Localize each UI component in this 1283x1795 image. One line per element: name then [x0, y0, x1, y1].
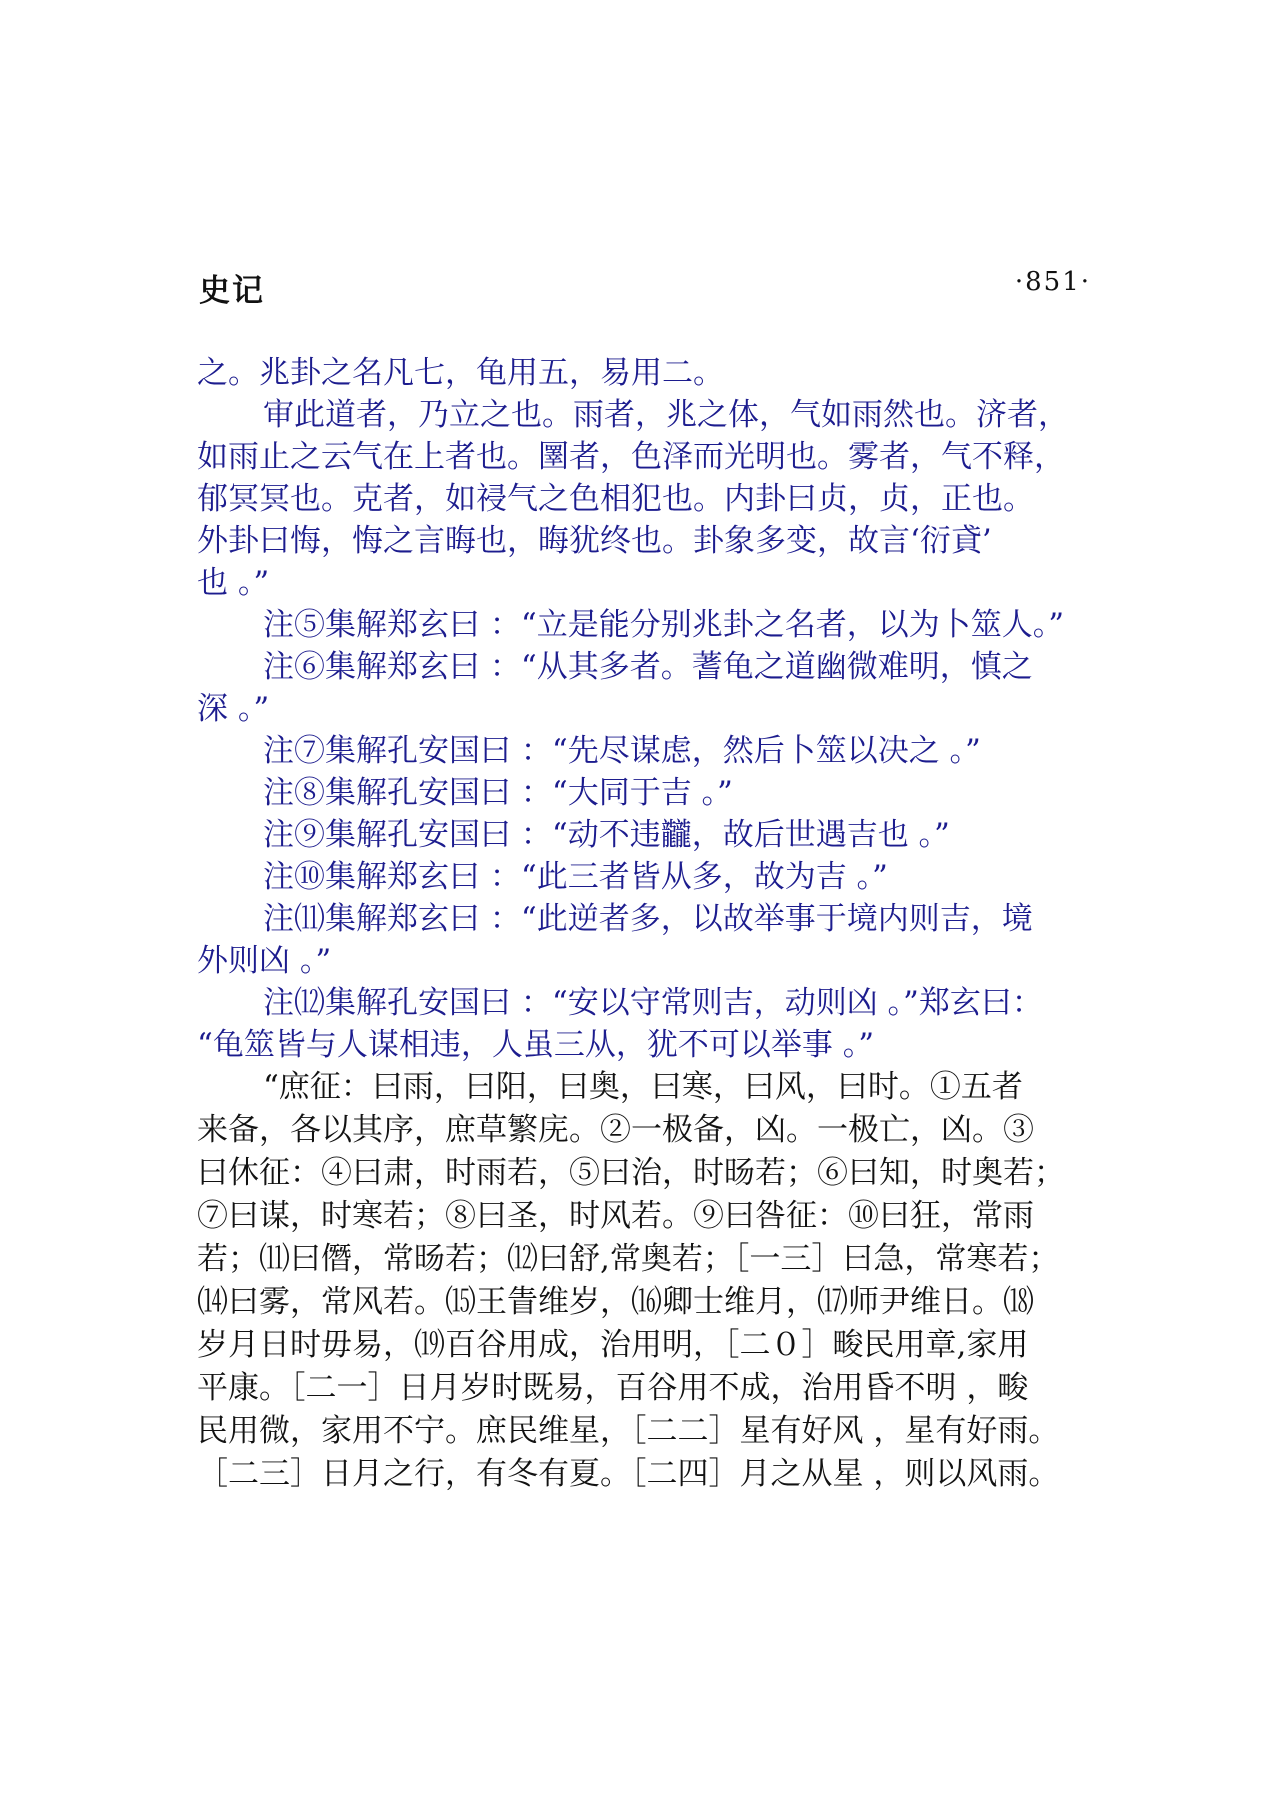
book-title: 史记: [199, 273, 265, 309]
note-line: 注⑤集解郑玄曰 ：“立是能分别兆卦之名者，以为卜筮人。”: [263, 607, 1065, 643]
note-line: 注⑥集解郑玄曰 ：“从其多者。蓍龟之道幽微难明，慎之: [263, 649, 1033, 685]
text-line: 深 。”: [197, 691, 270, 727]
page-body: [197, 352, 1117, 1496]
main-text-line: 民用微，家用不宁。庶民维星，［二二］星有好风 ，星有好雨。: [197, 1413, 1060, 1449]
main-text-line: “庶征：曰雨，曰阳，曰奥，曰寒，曰风，曰时。①五者: [263, 1069, 1023, 1105]
page-number: ·851·: [1014, 267, 1091, 297]
text-line: 外卦曰悔，悔之言晦也，晦犹终也。卦象多变，故言‘衍貣’: [197, 523, 992, 559]
main-text-line: 岁月日时毋易，⒆百谷用成，治用明，［二０］畯民用章,家用: [197, 1327, 1029, 1363]
text-line: 也 。”: [197, 565, 270, 601]
main-text-line: 来备，各以其序，庶草繁庑。②一极备，凶。一极亡，凶。③: [197, 1112, 1034, 1148]
main-text-line: 平康。［二一］日月岁时既易，百谷用不成，治用昏不明 ，畯: [197, 1370, 1029, 1406]
note-line: 注⑩集解郑玄曰 ：“此三者皆从多，故为吉 。”: [263, 859, 888, 895]
note-line: 注⑾集解郑玄曰 ：“此逆者多，以故举事于境内则吉，境: [263, 901, 1033, 937]
note-line: 注⑧集解孔安国曰 ：“大同于吉 。”: [263, 775, 733, 811]
main-text-line: ［二三］日月之行，有冬有夏。［二四］月之从星 ，则以风雨。: [197, 1456, 1060, 1492]
text-line: 如雨止之云气在上者也。圛者，色泽而光明也。雾者，气不释，: [197, 439, 1065, 475]
text-line: 审此道者，乃立之也。雨者，兆之体，气如雨然也。济者，: [263, 397, 1069, 433]
text-line: 外则凶 。”: [197, 943, 332, 979]
main-text-line: ⑦曰谋，时寒若；⑧曰圣，时风若。⑨曰咎征：⑩曰狂，常雨: [197, 1198, 1034, 1234]
note-line: 注⑨集解孔安国曰 ：“动不违龖，故后世遇吉也 。”: [263, 817, 950, 853]
text-line: 之。兆卦之名凡七，龟用五，易用二。: [197, 355, 724, 391]
note-line: 注⑦集解孔安国曰 ：“先尽谋虑，然后卜筮以决之 。”: [263, 733, 981, 769]
main-text-line: 曰休征：④曰肃，时雨若，⑤曰治，时旸若；⑥曰知，时奥若；: [197, 1155, 1065, 1191]
note-line: 注⑿集解孔安国曰 ：“安以守常则吉，动则凶 。”郑玄曰：: [263, 985, 1043, 1021]
text-line: “龟筮皆与人谋相违，人虽三从，犹不可以举事 。”: [197, 1027, 875, 1063]
text-line: 郁冥冥也。克者，如祲气之色相犯也。内卦曰贞，贞，正也。: [197, 481, 1034, 517]
main-text-line: ⒁曰雾，常风若。⒂王眚维岁，⒃卿士维月，⒄师尹维日。⒅: [197, 1284, 1034, 1320]
page-header: [199, 265, 1091, 315]
main-text-line: 若；⑾曰僭，常旸若；⑿曰舒,常奥若；［一三］曰急，常寒若；: [197, 1241, 1060, 1277]
